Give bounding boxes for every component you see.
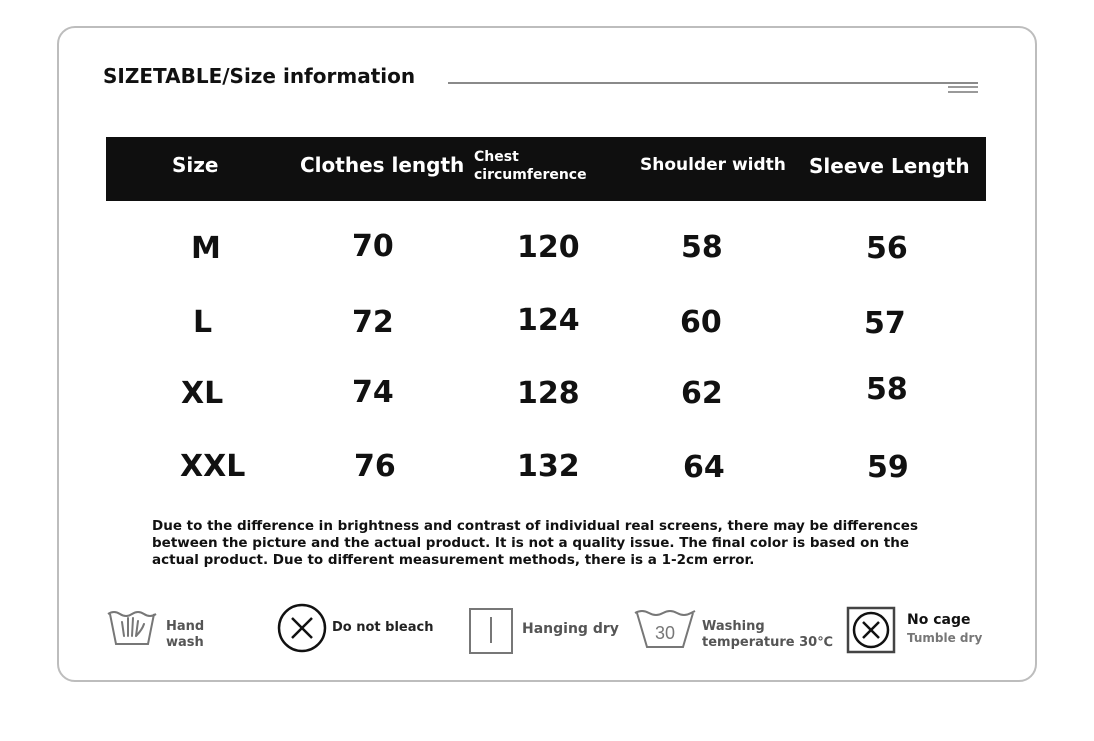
hand-wash-icon [106,606,158,648]
cell-sleeve: 56 [866,231,908,266]
cell-chest: 124 [517,303,580,338]
cell-sleeve: 58 [866,372,908,407]
size-card [57,26,1037,682]
disclaimer-note: Due to the difference in brightness and contrast of individual real screens, there may be differences between the picture and the actual product. It is not a quality issue. The final color is based on the actual product. Due to different measurement methods, there is a 1-2cm error. [152,518,918,568]
cell-size: XL [181,376,224,411]
hand-wash-label [166,619,204,651]
wash-temp-number: 30 [654,623,676,643]
cell-shoulder: 60 [680,305,722,340]
cell-size: XXL [180,449,246,484]
cell-size: M [191,231,221,266]
cell-shoulder: 58 [681,230,723,265]
no-tumble-line2: Tumble dry [907,631,983,645]
cell-chest: 120 [517,230,580,265]
hanging-dry-icon [468,607,514,655]
header-chest-line1: Chest [474,149,519,165]
cell-length: 72 [352,305,394,340]
hand-wash-line1: Hand [166,619,205,634]
header-clothes-length: Clothes length [300,153,465,177]
header-sleeve-length: Sleeve Length [809,154,970,178]
wash-30-icon [633,607,697,651]
no-bleach-label: Do not bleach [332,620,434,635]
no-tumble-dry-icon [846,606,896,654]
cell-sleeve: 59 [867,450,909,485]
washing-temp-line1: Washing [702,619,765,634]
decorative-lines [948,86,978,96]
cell-length: 76 [354,449,396,484]
no-tumble-label [907,612,982,646]
cell-shoulder: 64 [683,450,725,485]
header-size: Size [172,153,219,177]
cell-size: L [193,305,213,340]
cell-shoulder: 62 [681,376,723,411]
header-shoulder-width: Shoulder width [640,155,786,175]
cell-chest: 128 [517,376,580,411]
hanging-dry-label: Hanging dry [522,621,619,637]
page-title: SIZETABLE/Size information [103,64,416,88]
no-tumble-line1: No cage [907,612,971,628]
cell-sleeve: 57 [864,306,906,341]
header-chest-line2: circumference [474,167,587,183]
washing-temp-label [702,619,833,651]
no-bleach-icon [277,603,327,653]
cell-chest: 132 [517,449,580,484]
header-chest [474,148,587,184]
washing-temp-line2: temperature 30℃ [702,635,833,650]
title-divider [448,82,978,84]
hand-wash-line2: wash [166,635,204,650]
cell-length: 70 [352,229,394,264]
cell-length: 74 [352,375,394,410]
